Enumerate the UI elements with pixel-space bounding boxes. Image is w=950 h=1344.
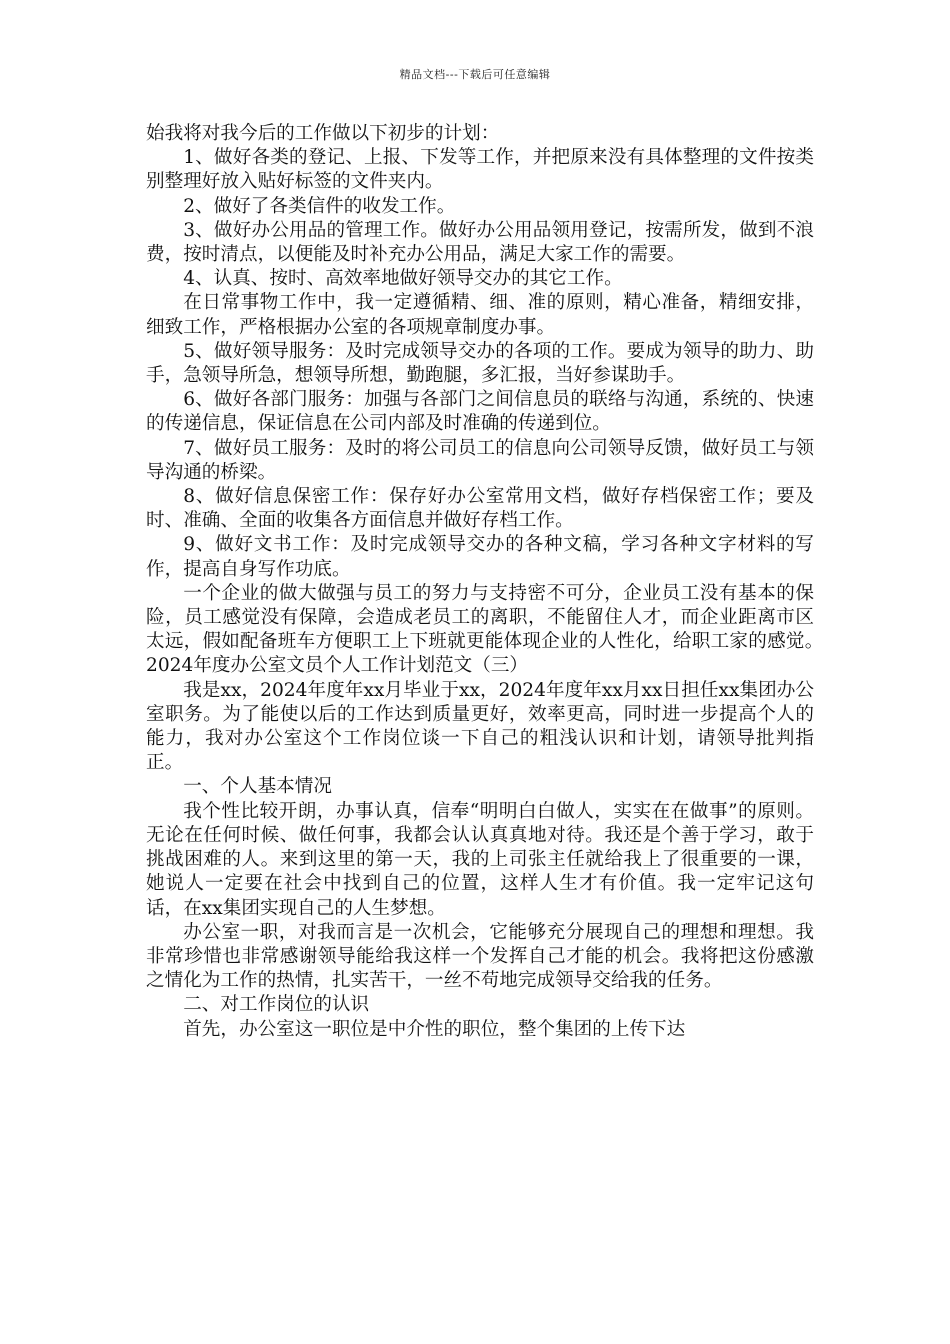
paragraph: 3、做好办公用品的管理工作。做好办公用品领用登记，按需所发，做到不浪费，按时清点，以便能及时补充办公用品，满足大家工作的需要。 — [146, 219, 814, 266]
paragraph: 办公室一职，对我而言是一次机会，它能够充分展现自己的理想和理想。我非常珍惜也非常感谢领导能给我这样一个发挥自己才能的机会。我将把这份感激之情化为工作的热情，扎实苦干，一丝不苟地完成领导交给我的任务。 — [146, 921, 814, 992]
paragraph: 二、对工作岗位的认识 — [183, 994, 370, 1016]
paragraph: 2、做好了各类信件的收发工作。 — [183, 195, 456, 217]
paragraph: 5、做好领导服务：及时完成领导交办的各项的工作。要成为领导的助力、助手，急领导所急，想领导所想，勤跑腿，多汇报，当好参谋助手。 — [146, 340, 814, 387]
paragraph: 1、做好各类的登记、上报、下发等工作，并把原来没有具体整理的文件按类别整理好放入贴好标签的文件夹内。 — [146, 147, 814, 193]
paragraph: 我是xx，2024年度年xx月毕业于xx，2024年度年xx月xx日担任xx集团办公室职务。为了能使以后的工作达到质量更好，效率更高，同时进一步提高个人的能力，我对办公室这个工作岗位谈一下自己的粗浅认识和计划，请领导批判指正。 — [146, 679, 814, 774]
paragraph: 在日常事物工作中，我一定遵循精、细、准的原则，精心准备，精细安排，细致工作，严格根据办公室的各项规章制度办事。 — [146, 292, 814, 338]
paragraph: 4、认真、按时、高效率地做好领导交办的其它工作。 — [183, 268, 623, 290]
paragraph: 首先，办公室这一职位是中介性的职位，整个集团的上传下达 — [183, 1018, 686, 1040]
page-header: 精品文档---下载后可任意编辑 — [399, 68, 551, 81]
paragraph: 我个性比较开朗，办事认真，信奉“明明白白做人，实实在在做事”的原则。无论在任何时候、做任何事，我都会认认真真地对待。我还是个善于学习，敢于挑战困难的人。来到这里的第一天，我的上司张主任就给我上了很重要的一课，她说人一定要在社会中找到自己的位置，这样人生才有价值。我一定牢记这句话，在xx集团实现自己的人生梦想。 — [146, 800, 814, 919]
document-body — [146, 122, 852, 1042]
paragraph: 一、个人基本情况 — [183, 776, 332, 798]
paragraph: 6、做好各部门服务：加强与各部门之间信息员的联络与沟通，系统的、快速的传递信息，保证信息在公司内部及时准确的传递到位。 — [146, 389, 814, 435]
paragraph: 9、做好文书工作：及时完成领导交办的各种文稿，学习各种文字材料的写作，提高自身写作功底。 — [146, 534, 814, 580]
paragraph: 8、做好信息保密工作：保存好办公室常用文档，做好存档保密工作；要及时、准确、全面的收集各方面信息并做好存档工作。 — [146, 486, 814, 532]
paragraph: 始我将对我今后的工作做以下初步的计划： — [146, 123, 500, 144]
paragraph: 一个企业的做大做强与员工的努力与支持密不可分，企业员工没有基本的保险，员工感觉没有保障，会造成老员工的离职，不能留住人才，而企业距离市区太远，假如配备班车方便职工上下班就更能体现企业的人性化，给职工家的感觉。 2024年度办公室文员个人工作计划范文（三） — [146, 582, 852, 677]
paragraph: 7、做好员工服务：及时的将公司员工的信息向公司领导反馈，做好员工与领导沟通的桥梁。 — [146, 437, 814, 483]
